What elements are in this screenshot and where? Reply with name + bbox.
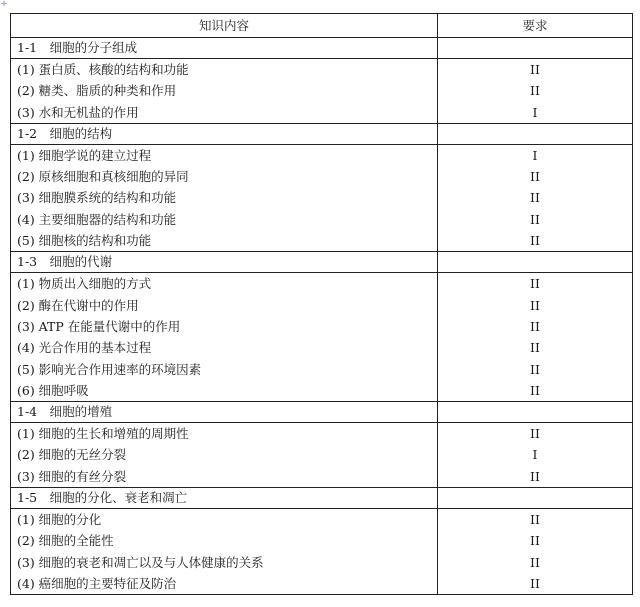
section-row <box>11 402 633 423</box>
requirements-cell <box>438 423 633 488</box>
requirements-cell <box>438 509 633 595</box>
list-item: (6) 细胞呼吸 <box>17 382 89 398</box>
table-header-row <box>11 14 633 38</box>
header-requirement: 要求 <box>438 14 633 38</box>
section-items-row <box>11 59 633 124</box>
requirement-level: II <box>530 468 540 484</box>
requirement-level: II <box>530 575 540 591</box>
section-requirement-cell <box>438 123 633 144</box>
items-cell <box>11 423 438 488</box>
requirement-level: II <box>530 62 540 77</box>
section-requirement-cell <box>438 252 633 273</box>
list-item: (3) ATP 在能量代谢中的作用 <box>17 318 181 334</box>
section-title: 1-3 细胞的代谢 <box>11 252 438 273</box>
list-item: (1) 蛋白质、核酸的结构和功能 <box>17 62 189 77</box>
section-items-row <box>11 423 633 488</box>
list-item: (1) 细胞学说的建立过程 <box>17 147 152 163</box>
requirements-cell <box>438 144 633 251</box>
list-item: (1) 物质出入细胞的方式 <box>17 276 152 292</box>
list-item: (5) 细胞核的结构和功能 <box>17 233 152 249</box>
requirements-cell <box>438 59 633 124</box>
items-cell <box>11 509 438 595</box>
list-item: (4) 主要细胞器的结构和功能 <box>17 211 177 227</box>
section-row <box>11 488 633 509</box>
section-title: 1-2 细胞的结构 <box>11 123 438 144</box>
items-cell <box>11 59 438 124</box>
section-row <box>11 38 633 59</box>
section-requirement-cell <box>438 488 633 509</box>
requirement-level: II <box>530 318 540 334</box>
requirement-level: I <box>532 104 538 120</box>
list-item: (2) 细胞的全能性 <box>17 533 114 549</box>
list-item: (4) 癌细胞的主要特征及防治 <box>17 575 177 591</box>
requirement-level: II <box>530 426 540 442</box>
section-title: 1-1 细胞的分子组成 <box>11 38 438 59</box>
requirement-level: II <box>530 533 540 549</box>
section-requirement-cell <box>438 402 633 423</box>
section-items-row <box>11 144 633 251</box>
requirement-level: II <box>530 361 540 377</box>
requirements-cell <box>438 273 633 402</box>
list-item: (3) 细胞的有丝分裂 <box>17 468 127 484</box>
list-item: (1) 细胞的分化 <box>17 512 102 528</box>
list-item: (3) 细胞的衰老和凋亡以及与人体健康的关系 <box>17 554 264 570</box>
section-row <box>11 123 633 144</box>
items-cell <box>11 144 438 251</box>
list-item: (3) 细胞膜系统的结构和功能 <box>17 190 177 206</box>
section-items-row <box>11 509 633 595</box>
list-item: (2) 原核细胞和真核细胞的异同 <box>17 169 189 185</box>
header-content: 知识内容 <box>11 14 438 38</box>
requirement-level: II <box>530 169 540 185</box>
knowledge-requirement-table <box>10 13 633 595</box>
requirement-level: II <box>530 554 540 570</box>
requirement-level: II <box>530 297 540 313</box>
requirement-level: II <box>530 512 540 528</box>
requirement-level: I <box>532 447 538 463</box>
table-move-handle-icon[interactable]: ✛ <box>1 0 7 8</box>
items-cell <box>11 273 438 402</box>
requirement-level: II <box>530 211 540 227</box>
requirement-level: II <box>530 83 540 99</box>
section-requirement-cell <box>438 38 633 59</box>
requirement-level: I <box>532 147 538 163</box>
requirement-level: II <box>530 233 540 249</box>
requirement-level: II <box>530 276 540 292</box>
section-items-row <box>11 273 633 402</box>
list-item: (2) 糖类、脂质的种类和作用 <box>17 83 177 99</box>
list-item: (2) 酶在代谢中的作用 <box>17 297 139 313</box>
requirement-level: II <box>530 382 540 398</box>
requirement-level: II <box>530 190 540 206</box>
list-item: (5) 影响光合作用速率的环境因素 <box>17 361 202 377</box>
list-item: (3) 水和无机盐的作用 <box>17 104 139 120</box>
list-item: (2) 细胞的无丝分裂 <box>17 447 127 463</box>
section-row <box>11 252 633 273</box>
list-item: (4) 光合作用的基本过程 <box>17 340 152 356</box>
list-item: (1) 细胞的生长和增殖的周期性 <box>17 426 189 442</box>
section-title: 1-5 细胞的分化、衰老和凋亡 <box>11 488 438 509</box>
requirement-level: II <box>530 340 540 356</box>
section-title: 1-4 细胞的增殖 <box>11 402 438 423</box>
